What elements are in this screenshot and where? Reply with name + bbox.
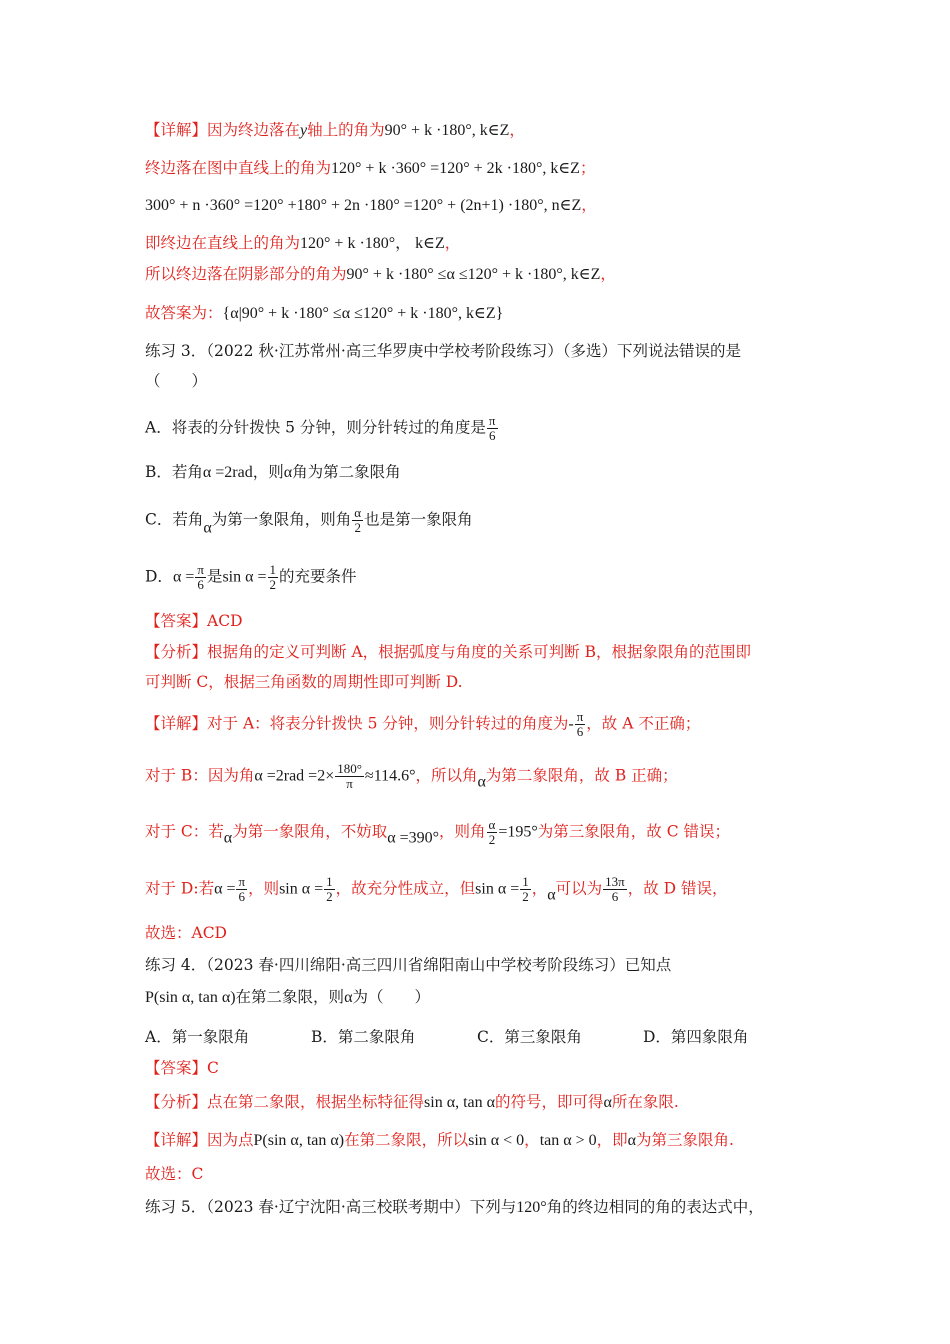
fraction: $\frac{13\pi}{6}$ [605,874,625,904]
option-d: D．α = $\frac{\pi}{6}$ 是sin α = $\frac{1}{2}$ 的充要条件 [145,562,357,592]
detail-a: 【详解】对于 A：将表分针拨快 5 分钟，则分针转过的角度为- $\frac{\pi}{6}$ ，故 A 不正确； [145,709,701,739]
answer-line: 【答案】ACD [145,612,243,630]
fraction: $\frac{\pi}{6}$ [238,874,246,904]
detail-c: 对于 C：若α为第一象限角，不妨取α =390°，则角 $\frac{\alpha}{2}$ =195°为第三象限角，故 C 错误； [145,817,730,847]
analysis-line-1: 【分析】根据角的定义可判断 A，根据弧度与角度的关系可判断 B，根据象限角的范围即 [145,643,751,661]
fraction: $\frac{\alpha}{2}$ [354,505,362,535]
analysis-line-2: 可判断 C，根据三角函数的周期性即可判断 D. [145,673,463,691]
final-answer: 故选：C [145,1165,204,1183]
math-expr: 300° + n ·360° =120° +180° + 2n ·180° =120° + (2n+1) ·180°, n∈Z [145,197,582,214]
option-b: B．若角α =2rad，则α角为第二象限角 [145,463,401,481]
question-3-paren: （ ） [145,372,208,390]
fraction: $\frac{1}{2}$ [522,874,529,904]
question-4-header: 练习 4．（2023 春·四川绵阳·高三四川省绵阳南山中学校考阶段练习）已知点 [145,956,672,974]
detail-b: 对于 B：因为角α =2rad =2× $\frac{180^\circ}{\pi}$ ≈114.6°，所以角α为第二象限角，故 B 正确； [145,761,678,791]
detail-line: 【详解】因为点P(sin α, tan α)在第二象限，所以sin α < 0，tan α > 0，即α为第三象限角. [145,1131,734,1149]
analysis-line: 【分析】点在第二象限，根据坐标特征得sin α, tan α的符号，即可得α所在象限. [145,1093,679,1111]
option-a: A．第一象限角 [145,1028,250,1046]
final-answer: 故选：ACD [145,924,227,942]
math-expr: α =2rad [202,464,253,481]
math-expr: 90° + k ·180° ≤α ≤120° + k ·180°, k∈Z [346,266,601,283]
detail-line-1: 【详解】因为终边落在y轴上的角为90° + k ·180°, k∈Z， [145,121,525,139]
fraction: $\frac{\pi}{6}$ [576,709,584,739]
question-4-line-2: P(sin α, tan α)在第二象限，则α为（ ） [145,988,430,1006]
option-d: D．第四象限角 [643,1028,749,1046]
question-4-options [145,1025,810,1049]
answer-line: 【答案】C [145,1059,219,1077]
detail-d: 对于 D:若α = $\frac{\pi}{6}$ ，则sin α = $\frac{1}{2}$ ，故充分性成立，但sin α = $\frac{1}{2}$ ，α可以为 $\frac{13\pi}{6}$ ，故 D 错误， [145,874,728,904]
fraction: $\frac{1}{2}$ [326,874,333,904]
math-expr: 120° + k ·360° =120° + 2k ·180°, k∈Z [331,160,580,177]
detail-tag: 【详解】 [145,121,208,139]
option-b: B．第二象限角 [311,1028,416,1046]
option-c: C．若角α为第一象限角，则角 $\frac{\alpha}{2}$ 也是第一象限角 [145,505,473,537]
option-c: C．第三象限角 [477,1028,582,1046]
detail-line-4: 即终边在直线上的角为120° + k ·180°， k∈Z， [145,234,461,252]
detail-line-5: 所以终边落在阴影部分的角为90° + k ·180° ≤α ≤120° + k ·180°, k∈Z， [145,265,616,283]
answer-line: 故答案为：{α|90° + k ·180° ≤α ≤120° + k ·180°, k∈Z} [145,304,504,322]
math-expr: 120° + k ·180°， k∈Z [300,235,445,252]
option-a: A．将表的分针拨快 5 分钟，则分针转过的角度是 $\frac{\pi}{6}$ [145,413,496,443]
detail-line-2: 终边落在图中直线上的角为120° + k ·360° =120° + 2k ·180°, k∈Z； [145,159,596,177]
fraction: $\frac{\pi}{6}$ [197,562,204,592]
math-expr: 90° + k ·180°, k∈Z [384,122,510,139]
fraction: $\frac{180^\circ}{\pi}$ [337,761,362,791]
question-5-header: 练习 5．（2023 春·辽宁沈阳·高三校联考期中）下列与120°角的终边相同的角的表达式中， [145,1198,764,1216]
fraction: $\frac{\pi}{6}$ [488,413,496,443]
math-expr: {α|90° + k ·180° ≤α ≤120° + k ·180°, k∈Z} [222,305,504,322]
question-3-header: 练习 3．（2022 秋·江苏常州·高三华罗庚中学校考阶段练习）（多选）下列说法错误的是 [145,342,742,360]
detail-line-3: 300° + n ·360° =120° +180° + 2n ·180° =120° + (2n+1) ·180°, n∈Z， [145,196,597,214]
fraction: $\frac{\alpha}{2}$ [488,817,496,847]
fraction: $\frac{1}{2}$ [269,562,277,592]
